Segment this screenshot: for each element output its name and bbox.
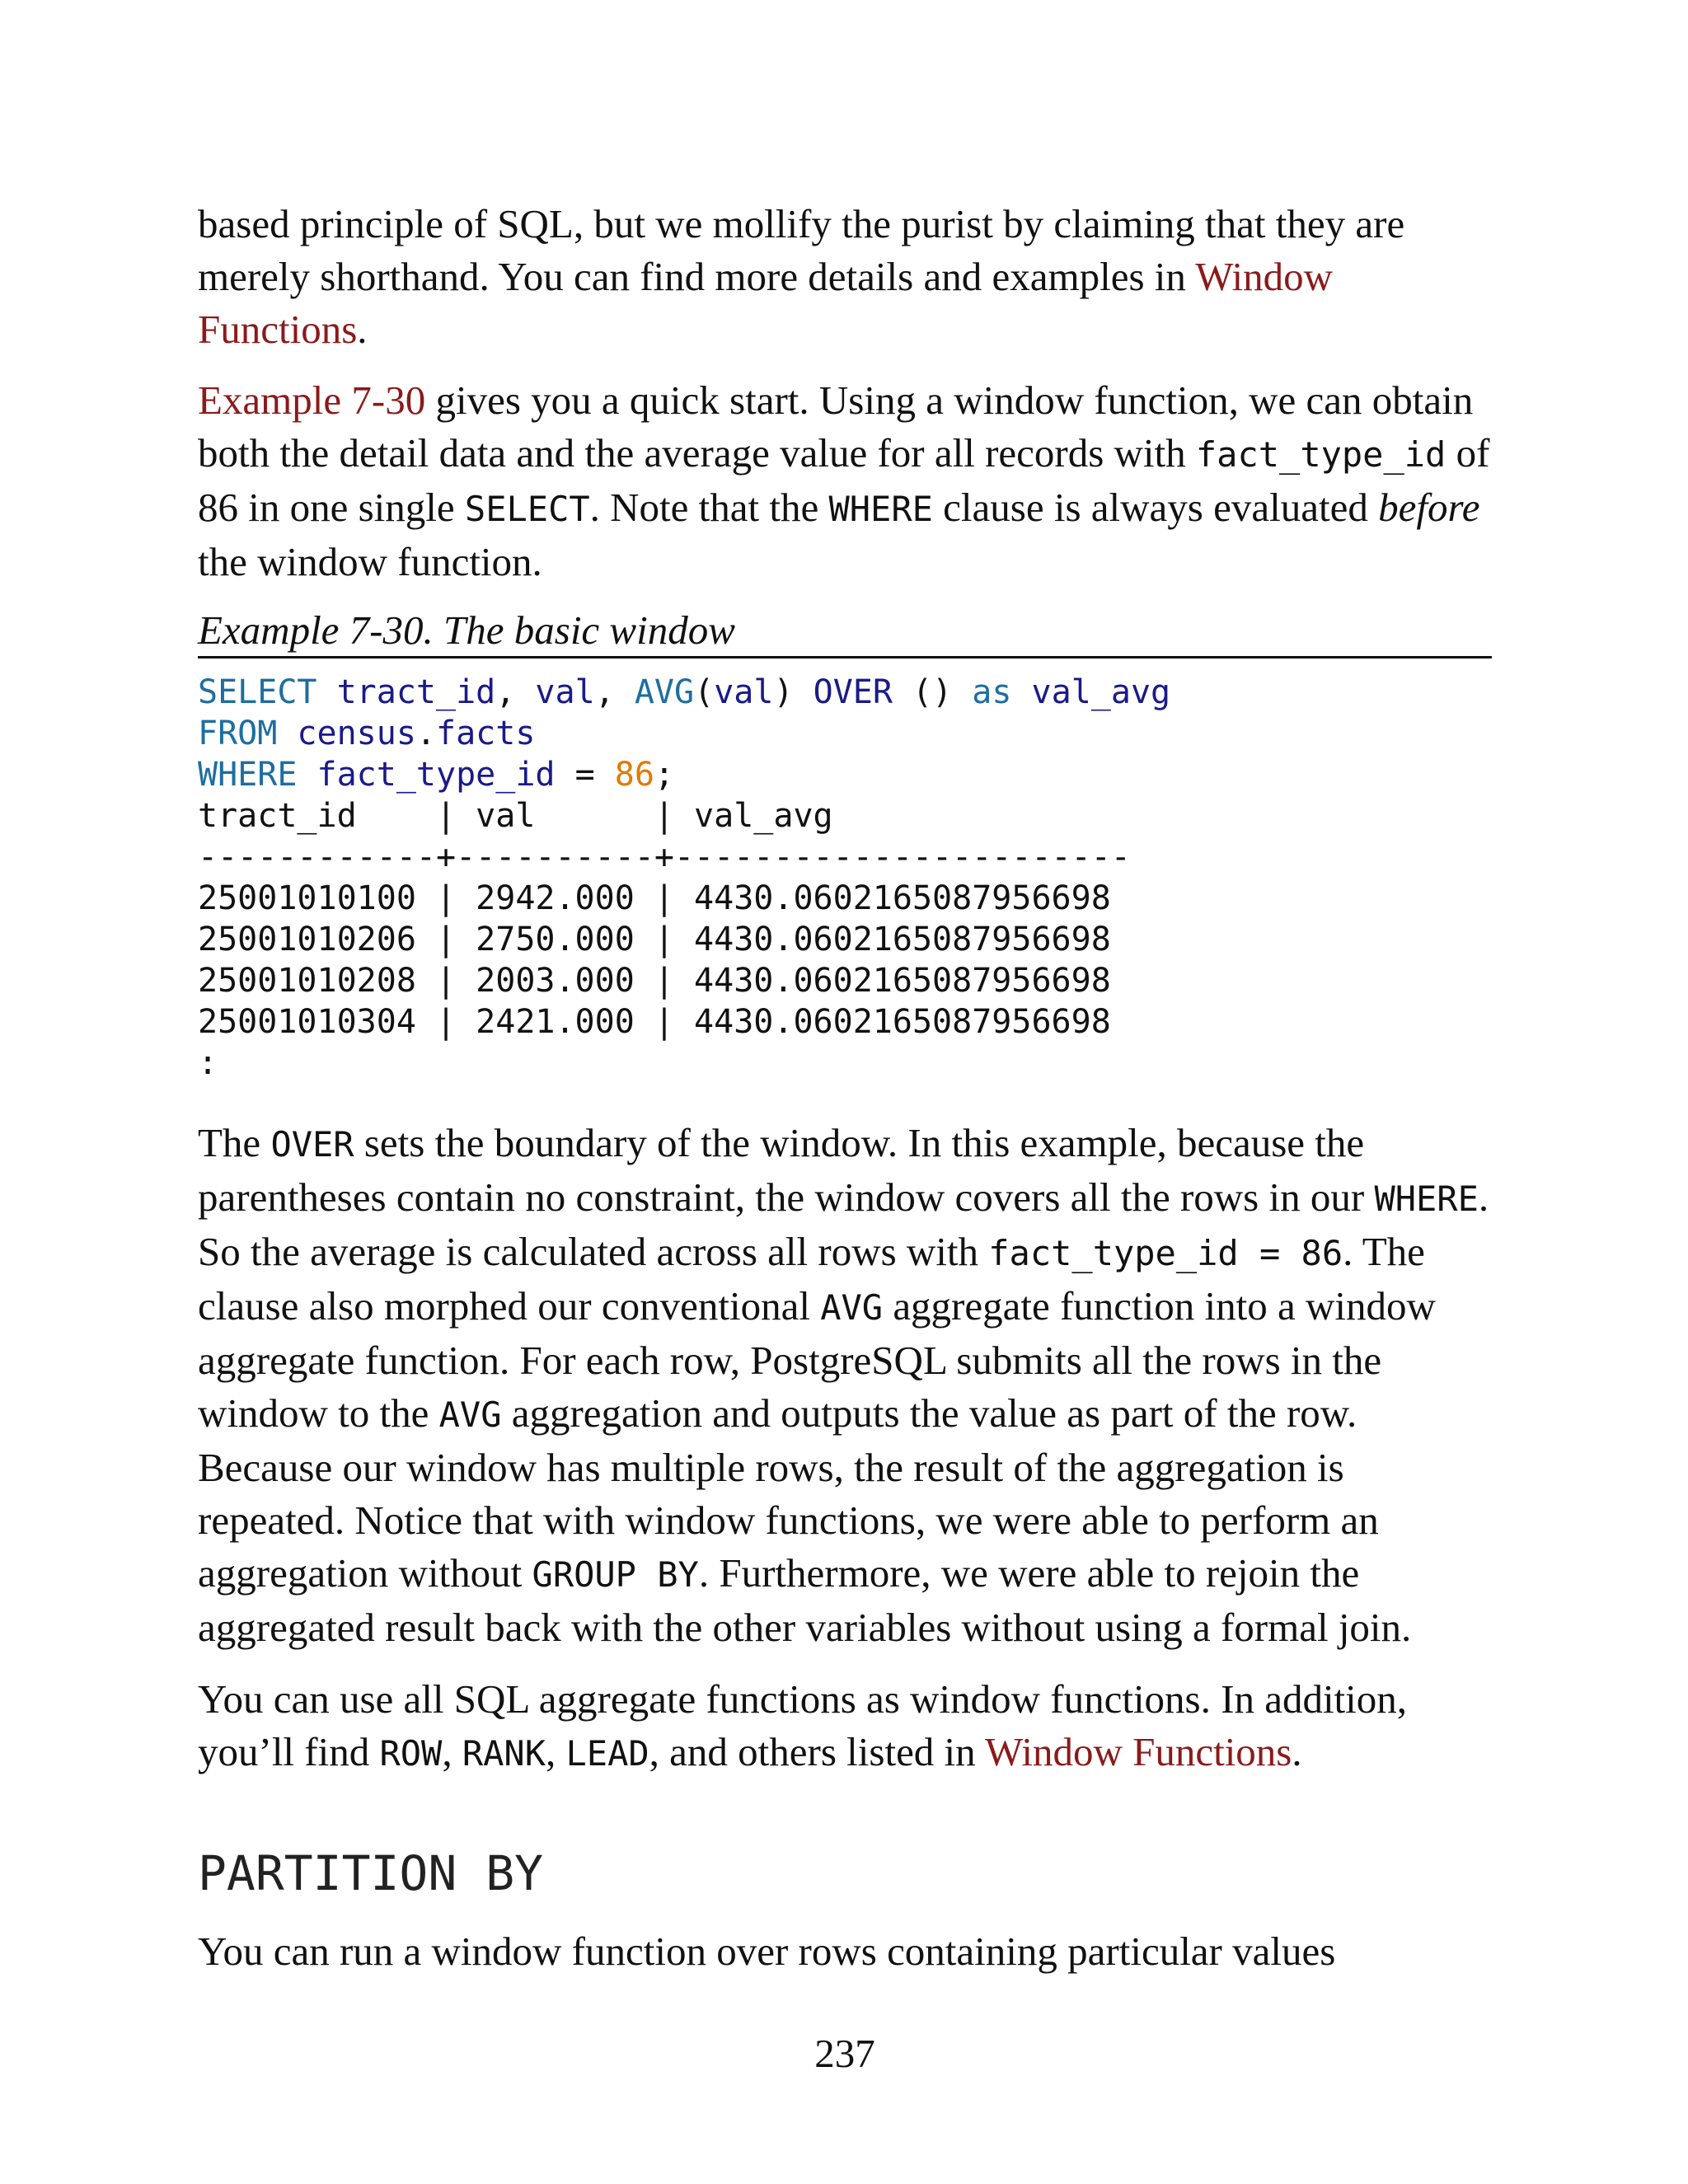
output-line: 25001010100 | 2942.000 | 4430.0602165087956698 bbox=[198, 879, 1111, 917]
output-line: 25001010206 | 2750.000 | 4430.0602165087956698 bbox=[198, 921, 1111, 958]
book-page bbox=[198, 0, 1492, 2184]
paragraph-over-explanation: The OVER sets the boundary of the window. In this example, because the parentheses contain no constraint, the window covers all the rows in our WHERE. So the average is calculated across all rows with fact_type_id = 86. The clause also morphed our conventional AVG aggregate function into a window aggregate function. For each row, PostgreSQL submits all the rows in the window to the AVG aggregation and outputs the value as part of the row. Because our window has multiple rows, the result of the aggregation is repeated. Notice that with window functions, we were able to perform an aggregation without GROUP BY. Furthermore, we were able to rejoin the aggregated result back with the other variables without using a formal join. bbox=[198, 1120, 1489, 1650]
window-functions-link[interactable]: Window Functions bbox=[198, 254, 1334, 352]
page-number: 237 bbox=[814, 2031, 875, 2076]
inline-code: RANK bbox=[462, 1733, 546, 1774]
caption-rule bbox=[198, 656, 1492, 658]
inline-code: WHERE bbox=[1374, 1179, 1479, 1219]
code-block: SELECT tract_id, val, AVG(val) OVER () as val_avg FROM census.facts WHERE fact_type_id = 86; tract_id | val | val_avg ------------+----------+----------------------- 25001010100 | 2942.000 | 4430.0602165087956698 25001010206 | 2750.000 | 4430.0602165087956698 25001010208 | 2003.000 | 4430.0602165087956698 25001010304 | 2421.000 | 4430.0602165087956698 : bbox=[198, 673, 1171, 1082]
window-functions-link[interactable]: Window Functions bbox=[985, 1729, 1292, 1774]
inline-code: OVER bbox=[270, 1124, 354, 1165]
inline-code: fact_type_id = 86 bbox=[988, 1233, 1343, 1273]
output-line: : bbox=[198, 1044, 218, 1082]
inline-code: fact_type_id bbox=[1195, 434, 1447, 475]
output-line: ------------+----------+----------------------- bbox=[198, 838, 1131, 876]
paragraph-aggregates: You can use all SQL aggregate functions as window functions. In addition, you’ll find ROW, RANK, LEAD, and others listed in Window Functions. bbox=[198, 1676, 1408, 1774]
section-heading: PARTITION BY bbox=[198, 1845, 544, 1901]
inline-code: AVG bbox=[438, 1394, 502, 1435]
emphasis: before bbox=[1378, 485, 1480, 530]
paragraph-intro: based principle of SQL, but we mollify the purist by claiming that they are merely shorthand. You can find more details and examples in Window Functions. bbox=[198, 201, 1405, 352]
inline-code: LEAD bbox=[565, 1733, 649, 1774]
output-line: tract_id | val | val_avg bbox=[198, 797, 833, 835]
inline-code: ROW bbox=[379, 1733, 443, 1774]
paragraph-partition: You can run a window function over rows containing particular values bbox=[198, 1929, 1336, 1974]
output-line: 25001010304 | 2421.000 | 4430.0602165087956698 bbox=[198, 1003, 1111, 1041]
inline-code: AVG bbox=[820, 1287, 884, 1328]
example-7-30-link[interactable]: Example 7-30 bbox=[198, 377, 426, 423]
output-line: 25001010208 | 2003.000 | 4430.0602165087956698 bbox=[198, 962, 1111, 1000]
inline-code: GROUP BY bbox=[532, 1554, 699, 1595]
paragraph-example-intro: Example 7-30 gives you a quick start. Using a window function, we can obtain both the detail data and the average value for all records with fact_type_id of 86 in one single SELECT. Note that the WHERE clause is always evaluated before the window function. bbox=[198, 377, 1490, 584]
inline-code: SELECT bbox=[464, 489, 590, 529]
inline-code: WHERE bbox=[828, 489, 933, 529]
example-caption: Example 7-30. The basic window bbox=[198, 607, 735, 653]
